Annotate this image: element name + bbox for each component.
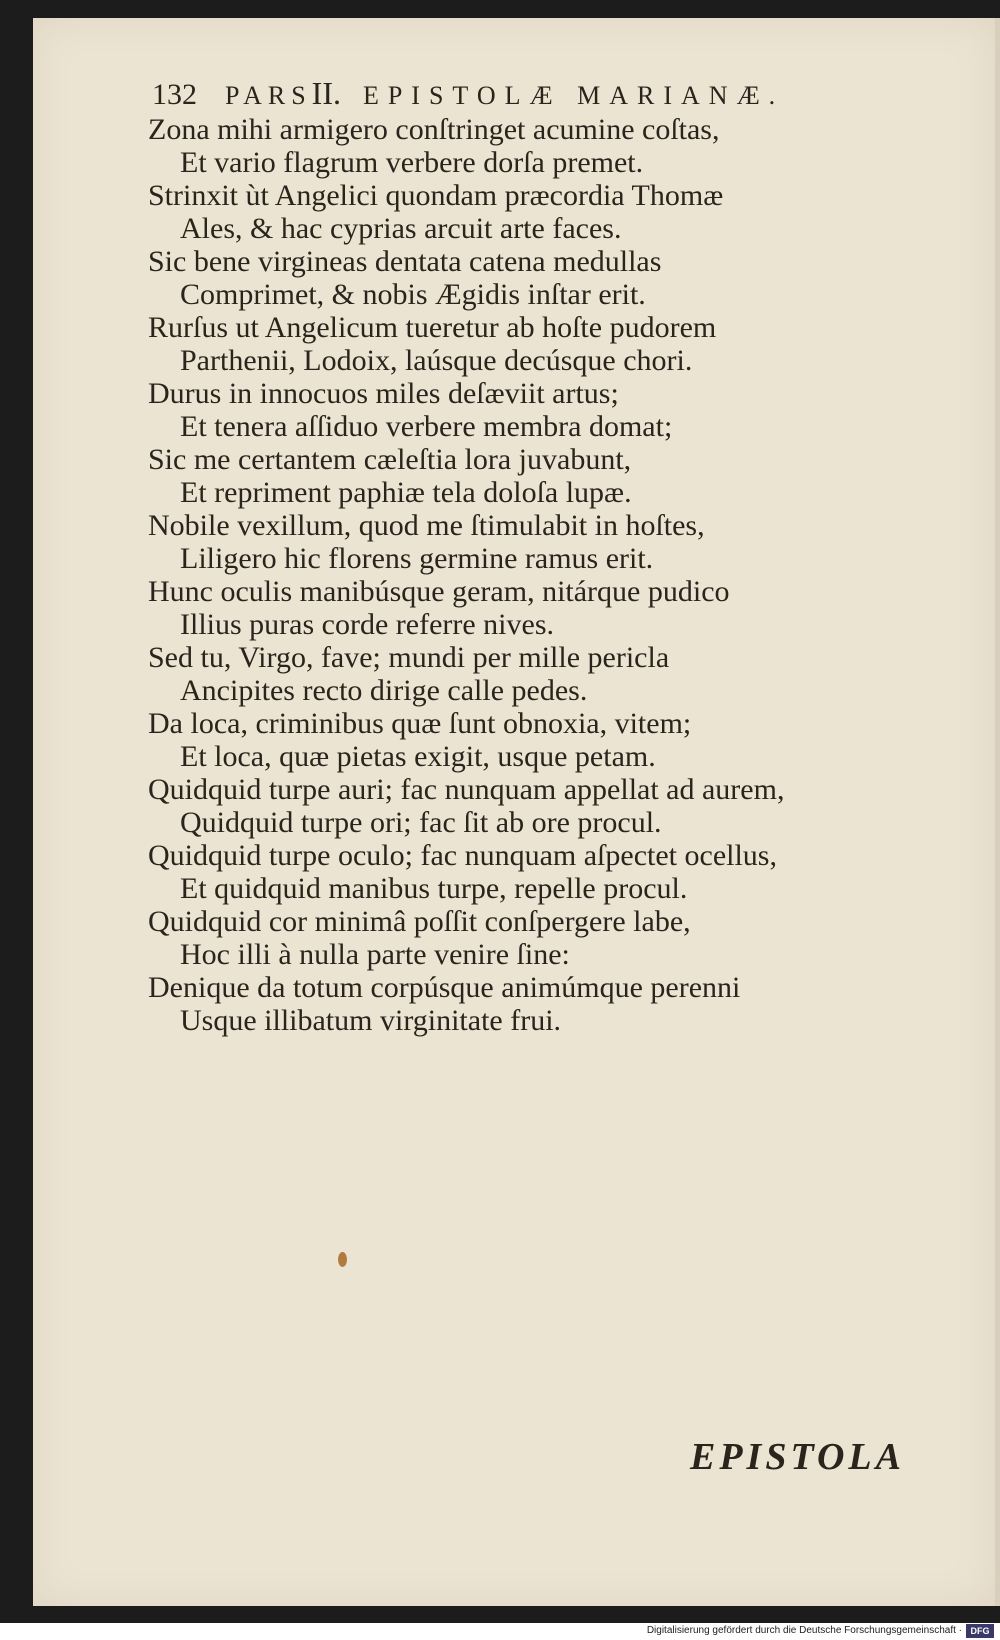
page-number: 132 [152,78,197,111]
verse-line: Durus in innocuos miles deſæviit artus; [148,377,619,410]
verse-line: Nobile vexillum, quod me ſtimulabit in hoſtes, [148,509,705,542]
verse-line: Et tenera aſſiduo verbere membra domat; [180,410,673,443]
verse-line: Illius puras corde referre nives. [180,608,555,641]
verse-line: Strinxit ùt Angelici quondam præcordia Thomæ [148,179,724,212]
verse-line: Zona mihi armigero conſtringet acumine coſtas, [148,113,720,146]
dfg-logo: DFG [966,1624,994,1638]
verse-line: Parthenii, Lodoix, laúsque decúsque chori. [180,344,693,377]
funding-credit: Digitalisierung gefördert durch die Deutsche Forschungsgemeinschaft · [646,1625,962,1636]
verse-line: Sic me certantem cæleſtia lora juvabunt, [148,443,632,476]
verse-line: Et repriment paphiæ tela doloſa lupæ. [180,476,632,509]
catchword: EPISTOLA [689,1436,905,1478]
verse-line: Comprimet, & nobis Ægidis inſtar erit. [180,278,646,311]
verse-line: Sic bene virgineas dentata catena medullas [148,245,662,278]
verse-line: Hoc illi à nulla parte venire ſine: [180,938,570,971]
verse-line: Rurſus ut Angelicum tueretur ab hoſte pudorem [148,311,717,344]
verse-line: Quidquid turpe ori; fac ſit ab ore procul. [180,806,662,839]
verse-line: Usque illibatum virginitate frui. [180,1004,562,1037]
verse-line: Hunc oculis manibúsque geram, nitárque pudico [148,575,730,608]
verse-block [148,113,784,1037]
verse-line: Ales, & hac cyprias arcuit arte faces. [180,212,622,245]
ink-stain [338,1252,347,1267]
verse-line: Et quidquid manibus turpe, repelle procul. [180,872,688,905]
verse-line: Denique da totum corpúsque animúmque perenni [148,971,741,1004]
verse-line: Sed tu, Virgo, fave; mundi per mille pericla [148,641,670,674]
verse-line: Quidquid turpe oculo; fac nunquam aſpectet ocellus, [148,839,777,872]
verse-line: Liligero hic florens germine ramus erit. [180,542,654,575]
verse-line: Et loca, quæ pietas exigit, usque petam. [180,740,656,773]
verse-line: Ancipites recto dirige calle pedes. [180,674,588,707]
verse-line: Quidquid turpe auri; fac nunquam appellat ad aurem, [148,773,785,806]
verse-line: Quidquid cor minimâ poſſit conſpergere labe, [148,905,691,938]
running-title: EPISTOLÆ MARIANÆ. [362,81,785,110]
running-head [152,75,784,112]
part-label: PARS [225,81,312,110]
part-number: II. [311,75,341,111]
verse-line: Da loca, criminibus quæ ſunt obnoxia, vitem; [148,707,692,740]
verse-line: Et vario flagrum verbere dorſa premet. [180,146,644,179]
